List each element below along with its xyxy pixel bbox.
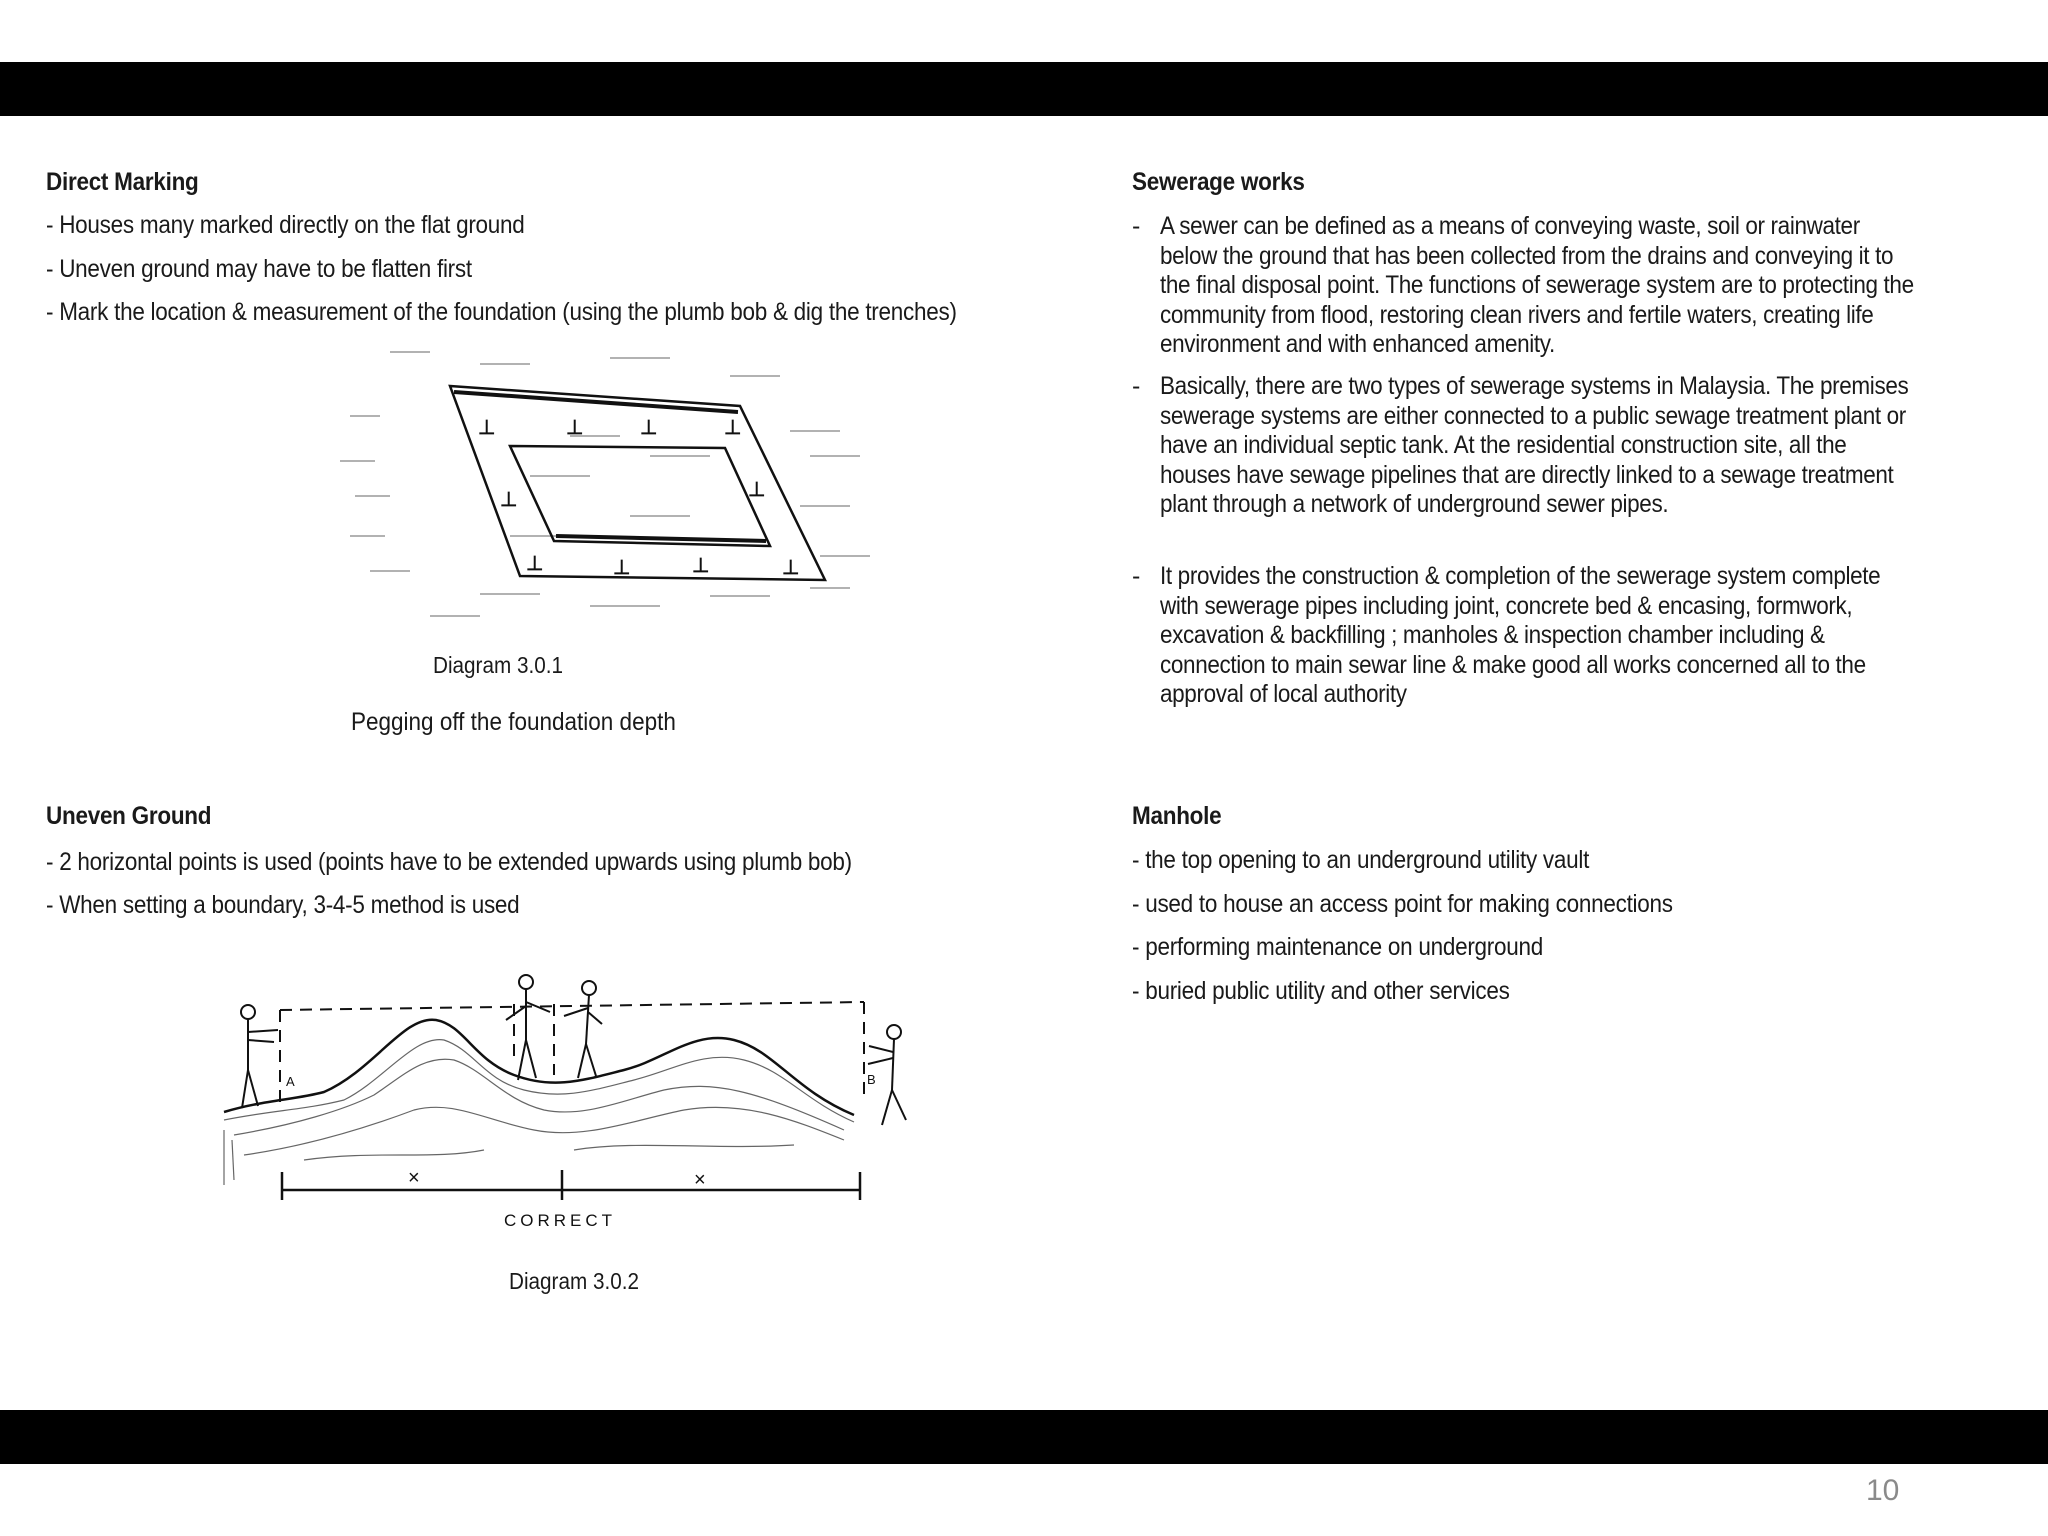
manhole-line: - the top opening to an underground utility vault [1132, 846, 1590, 874]
distance-marker: × [694, 1169, 706, 1191]
svg-text:⊥: ⊥ [478, 417, 496, 439]
bullet-text: It provides the construction & completion of the sewerage system complete with sewerage pipes including joint, concrete bed & encasing, formwork, excavation & backfilling ; manholes & inspection chamber including & connection to main sewar line & make good all works concerned all to the approval of local authority [1160, 562, 1881, 708]
svg-text:⊥: ⊥ [566, 417, 584, 439]
point-a-label: A [286, 1074, 295, 1089]
uneven-ground-diagram [154, 960, 958, 1250]
foundation-pegging-diagram [330, 336, 890, 646]
distance-marker: × [408, 1167, 420, 1189]
point-b-label: B [867, 1072, 876, 1087]
page-number: 10 [1866, 1474, 1900, 1507]
svg-text:⊥: ⊥ [613, 557, 631, 579]
diagram-caption: Diagram 3.0.1 [432, 652, 564, 678]
manhole-line: - buried public utility and other services [1132, 977, 1510, 1005]
svg-text:⊥: ⊥ [692, 555, 710, 577]
bullet-marker: - [1132, 212, 1141, 240]
sewerage-works-heading: Sewerage works [1132, 168, 1305, 196]
svg-text:⊥: ⊥ [748, 479, 766, 501]
direct-marking-heading: Direct Marking [46, 168, 199, 196]
svg-text:⊥: ⊥ [526, 553, 544, 575]
direct-marking-line: - Houses many marked directly on the flat ground [46, 211, 525, 239]
bullet-text: A sewer can be defined as a means of conveying waste, soil or rainwater below the ground that has been collected from the drains and conveying it to the final disposal point. The functions of sewerage system are to protecting the community from flood, restoring clean rivers and fertile waters, creating life environment and with enhanced amenity. [1160, 212, 1914, 358]
footer-bar [0, 1410, 2048, 1464]
diagram-caption: Diagram 3.0.2 [508, 1268, 640, 1294]
manhole-line: - used to house an access point for making connections [1132, 890, 1673, 918]
diagram-subcaption: Pegging off the foundation depth [351, 708, 676, 736]
svg-text:⊥: ⊥ [640, 417, 658, 439]
direct-marking-line: - Mark the location & measurement of the foundation (using the plumb bob & dig the trenches) [46, 298, 957, 326]
svg-text:⊥: ⊥ [724, 417, 742, 439]
uneven-ground-heading: Uneven Ground [46, 802, 212, 830]
uneven-ground-line: - When setting a boundary, 3-4-5 method is used [46, 891, 520, 919]
uneven-ground-line: - 2 horizontal points is used (points have to be extended upwards using plumb bob) [46, 848, 852, 876]
bullet-marker: - [1132, 562, 1141, 590]
manhole-heading: Manhole [1132, 802, 1222, 830]
svg-text:⊥: ⊥ [782, 557, 800, 579]
header-bar [0, 62, 2048, 116]
bullet-marker: - [1132, 372, 1141, 400]
bullet-text: Basically, there are two types of sewerage systems in Malaysia. The premises sewerage systems are either connected to a public sewage treatment plant or have an individual septic tank. At the residential construction site, all the houses have sewage pipelines that are directly linked to a sewage treatment plant through a network of underground sewer pipes. [1160, 372, 1909, 518]
correct-label: CORRECT [504, 1211, 617, 1230]
direct-marking-line: - Uneven ground may have to be flatten first [46, 255, 472, 283]
manhole-line: - performing maintenance on underground [1132, 933, 1543, 961]
svg-text:⊥: ⊥ [500, 489, 518, 511]
